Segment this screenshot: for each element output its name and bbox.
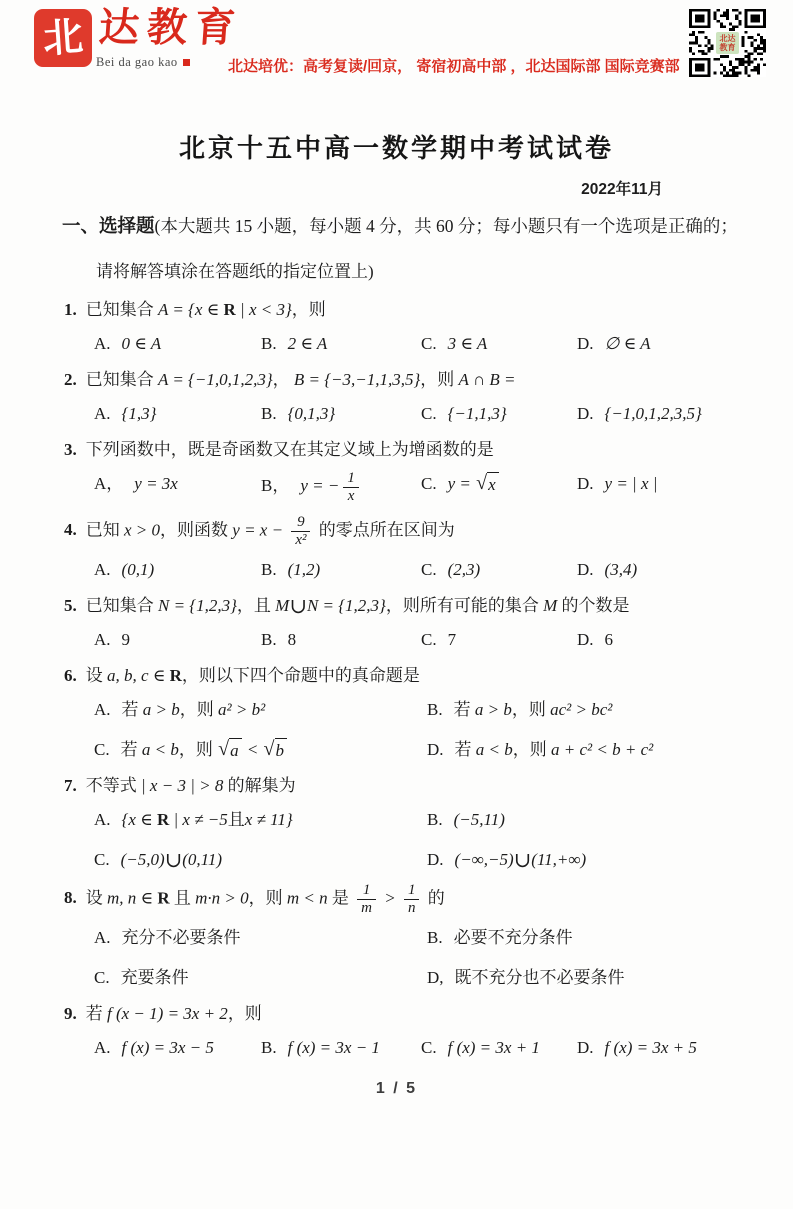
question-stem: 9. 若 f (x − 1) = 3x + 2，则 xyxy=(64,1004,262,1023)
option-label: A. xyxy=(94,810,111,829)
option-label: D. xyxy=(577,474,594,493)
option-label: B. xyxy=(427,928,443,947)
option-text: 8 xyxy=(287,630,297,649)
question xyxy=(64,592,757,653)
option-text: 0 ∈ A xyxy=(121,334,162,353)
option xyxy=(577,1034,757,1061)
option-text: (−∞,−5)∪(11,+∞) xyxy=(454,848,587,872)
option xyxy=(577,330,757,357)
option-row xyxy=(64,330,757,357)
option-text: ∅ ∈ A xyxy=(604,334,651,353)
option-row xyxy=(64,806,757,873)
option-text: y = − $\frac{1}{x}$ xyxy=(300,476,363,495)
question-stem: 6. 设 a, b, c ∈ R，则以下四个命题中的真命题是 xyxy=(64,666,420,685)
radical: √ b xyxy=(264,738,287,762)
option-text: 2 ∈ A xyxy=(287,334,328,353)
letterhead xyxy=(0,0,793,92)
option xyxy=(94,470,261,505)
logo-calligraphy: 达教育 xyxy=(97,5,245,50)
option xyxy=(427,736,757,763)
option xyxy=(94,846,427,873)
option-text: 必要不充分条件 xyxy=(453,928,573,947)
option xyxy=(94,556,261,583)
question-number: 4. xyxy=(64,520,77,540)
radical: √ a xyxy=(218,738,241,762)
option-text: 充分不必要条件 xyxy=(121,928,241,947)
qr-code-icon xyxy=(689,9,766,77)
option-text: 9 xyxy=(121,630,131,649)
option-text: (0,1) xyxy=(121,560,155,579)
page-number: 1 / 5 xyxy=(375,1080,418,1097)
option-text: y = √ x xyxy=(448,474,500,493)
section-heading-note: (本大题共 15 小题，每小题 4 分，共 60 分；每小题只有一个选项是正确的； xyxy=(154,216,738,236)
question-stem: 4. 已知 x > 0，则函数 y = x − $\frac{9}{\text{x²}}$ 的零点所在区间为 xyxy=(64,514,455,548)
option-label: B. xyxy=(261,560,277,579)
exam-title: 北京十五中高一数学期中考试试卷 xyxy=(178,134,614,163)
option xyxy=(261,1034,421,1061)
option-label: C. xyxy=(421,334,437,353)
question xyxy=(64,882,757,991)
question-number: 9. xyxy=(64,1004,77,1023)
question-number: 8. xyxy=(64,888,77,908)
option xyxy=(427,846,757,873)
option-label: C. xyxy=(421,404,437,423)
option xyxy=(427,806,757,833)
option xyxy=(427,964,757,991)
option-text: f (x) = 3x − 5 xyxy=(121,1038,214,1057)
option-text: {−1,1,3} xyxy=(447,404,507,423)
option-text: f (x) = 3x + 5 xyxy=(604,1038,697,1057)
tagline: 北达培优：高考复读/回京， 寄宿初高中部 ，北达国际部 国际竞赛部 xyxy=(228,58,680,75)
option-label: A. xyxy=(94,1038,111,1057)
option-label: C. xyxy=(421,474,437,493)
option-label: D. xyxy=(577,404,594,423)
option-text: f (x) = 3x + 1 xyxy=(447,1038,540,1057)
question-stem: 7. 不等式 | x − 3 | > 8 的解集为 xyxy=(64,776,296,795)
option xyxy=(577,556,757,583)
option-label: D. xyxy=(427,740,444,759)
question-list xyxy=(64,296,757,1061)
brand-square-icon xyxy=(183,59,190,66)
question-stem: 2. 已知集合 A = {−1,0,1,2,3}， B = {−3,−1,1,3,5}，则 A ∩ B = xyxy=(64,370,516,389)
option-row xyxy=(64,556,757,583)
question-stem: 3. 下列函数中，既是奇函数又在其定义域上为增函数的是 xyxy=(64,440,494,459)
option-label: D. xyxy=(427,850,444,869)
option-label: C. xyxy=(94,968,110,987)
question xyxy=(64,662,757,763)
option xyxy=(427,696,757,723)
section-heading xyxy=(62,213,753,240)
option xyxy=(261,470,421,505)
option-label: A. xyxy=(94,700,111,719)
option-text: (−5,0)∪(0,11) xyxy=(120,848,223,872)
option xyxy=(261,626,421,653)
option-text: {1,3} xyxy=(121,404,157,423)
option xyxy=(94,1034,261,1061)
fraction: $\frac{9}{\text{x²}}$ xyxy=(291,514,310,549)
question xyxy=(64,514,757,583)
fraction: $\frac{1}{n}$ xyxy=(404,882,420,917)
option-label: B. xyxy=(427,700,443,719)
option xyxy=(421,400,577,427)
option-label: A. xyxy=(94,928,111,947)
question xyxy=(64,296,757,357)
option xyxy=(421,556,577,583)
option-text: f (x) = 3x − 1 xyxy=(287,1038,380,1057)
option-label: D. xyxy=(577,630,594,649)
option-text: 充要条件 xyxy=(120,968,189,987)
exam-date: 2022年11月 xyxy=(581,181,663,198)
section-note-line2: 请将解答填涂在答题纸的指定位置上) xyxy=(96,262,374,281)
option xyxy=(421,626,577,653)
option-text: 3 ∈ A xyxy=(447,334,488,353)
question-stem: 8. 设 m, n ∈ R 且 m·n > 0，则 m < n 是 $\frac{1}{m}$ > $\frac{1}{n}$ 的 xyxy=(64,882,445,916)
option-text: y = | x | xyxy=(604,474,658,493)
option-label: D, xyxy=(427,968,444,987)
option xyxy=(94,924,427,951)
logo-subtext: Bei da gao kao xyxy=(96,55,190,70)
question xyxy=(64,436,757,505)
option-row xyxy=(64,924,757,991)
option-row xyxy=(64,696,757,763)
option-label: D. xyxy=(577,560,594,579)
option-text: 若 a > b，则 ac² > bc² xyxy=(453,700,613,719)
question xyxy=(64,772,757,873)
option-text: (−5,11) xyxy=(453,810,505,829)
option-label: A. xyxy=(94,334,111,353)
option-label: B. xyxy=(261,1038,277,1057)
option xyxy=(94,964,427,991)
option xyxy=(94,806,427,833)
option-text: {−1,0,1,2,3,5} xyxy=(604,404,702,423)
radical: √ x xyxy=(476,472,499,496)
qr-center-label: 北达 教育 xyxy=(716,32,739,54)
fraction: $\frac{1}{m}$ xyxy=(357,882,376,917)
logo-seal-char: 北 xyxy=(41,13,85,62)
option-text: {x ∈ R | x ≠ −5且x ≠ 11} xyxy=(121,810,293,829)
fraction: $\frac{1}{x}$ xyxy=(343,470,359,505)
option-text: 若 a > b，则 a² > b² xyxy=(121,700,266,719)
option xyxy=(94,330,261,357)
option xyxy=(577,400,757,427)
question-number: 2. xyxy=(64,370,77,389)
option-label: D. xyxy=(577,334,594,353)
option-text: 7 xyxy=(447,630,457,649)
option-row xyxy=(64,1034,757,1061)
question-number: 3. xyxy=(64,440,77,459)
option xyxy=(94,696,427,723)
option-text: 6 xyxy=(604,630,614,649)
option-label: A. xyxy=(94,404,111,423)
option-label: A， xyxy=(94,474,124,493)
option-label: A. xyxy=(94,630,111,649)
question-number: 5. xyxy=(64,596,77,615)
question-number: 7. xyxy=(64,776,77,795)
option xyxy=(427,924,757,951)
option-label: C. xyxy=(421,560,437,579)
option-row xyxy=(64,470,757,505)
option-text: (1,2) xyxy=(287,560,321,579)
section-heading-bold: 一、选择题 xyxy=(62,217,155,237)
option-row xyxy=(64,626,757,653)
option xyxy=(94,736,427,763)
option-label: B. xyxy=(261,630,277,649)
option-text: 既不充分也不必要条件 xyxy=(454,968,625,987)
option-text: y = 3x xyxy=(134,474,178,493)
question-stem: 1. 已知集合 A = {x ∈ R | x < 3}，则 xyxy=(64,300,326,319)
option xyxy=(577,626,757,653)
logo-seal-icon xyxy=(36,11,90,65)
option-label: A. xyxy=(94,560,111,579)
question xyxy=(64,1000,757,1061)
option xyxy=(261,330,421,357)
option-label: C. xyxy=(94,850,110,869)
option xyxy=(421,1034,577,1061)
option-label: B. xyxy=(261,404,277,423)
option-label: C. xyxy=(94,740,110,759)
option-label: B. xyxy=(427,810,443,829)
option-text: (3,4) xyxy=(604,560,638,579)
option-label: B. xyxy=(261,334,277,353)
option xyxy=(94,626,261,653)
option-label: C. xyxy=(421,630,437,649)
option xyxy=(421,330,577,357)
option xyxy=(261,556,421,583)
option xyxy=(577,470,757,505)
question-number: 6. xyxy=(64,666,77,685)
question-stem: 5. 已知集合 N = {1,2,3}，且 M∪N = {1,2,3}，则所有可能的集合 M 的个数是 xyxy=(64,594,630,618)
question-number: 1. xyxy=(64,300,77,319)
option-text: 若 a < b，则 √ a < √ b xyxy=(121,740,288,759)
question xyxy=(64,366,757,427)
option-text: 若 a < b，则 a + c² < b + c² xyxy=(454,740,654,759)
option-label: D. xyxy=(577,1038,594,1057)
option xyxy=(421,470,577,505)
option-row xyxy=(64,400,757,427)
option-label: B， xyxy=(261,476,290,496)
option xyxy=(261,400,421,427)
option-text: {0,1,3} xyxy=(287,404,336,423)
option-label: C. xyxy=(421,1038,437,1057)
option-text: (2,3) xyxy=(447,560,481,579)
option xyxy=(94,400,261,427)
